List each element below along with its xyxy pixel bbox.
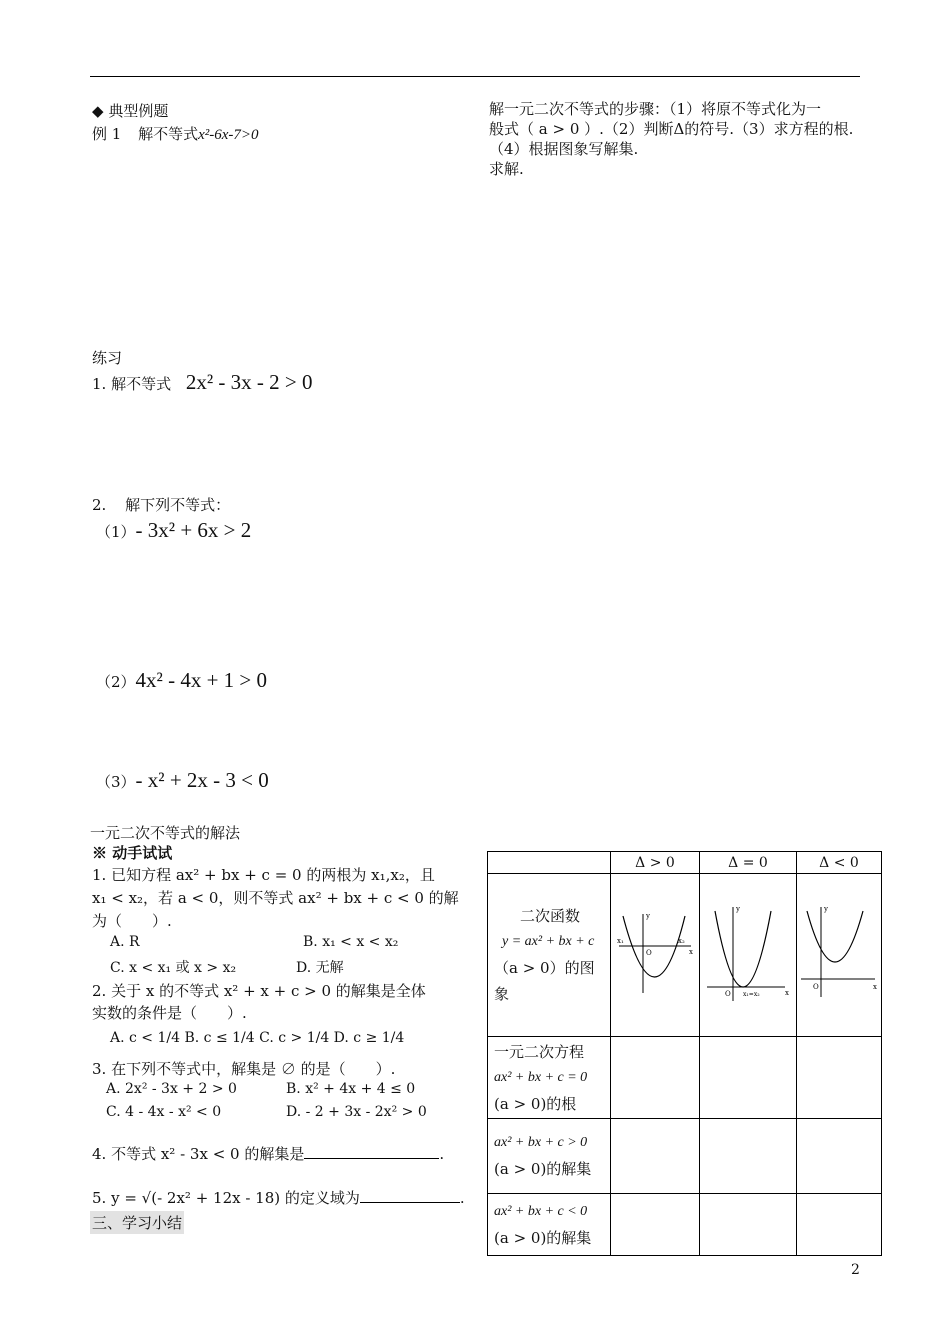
q2-line1: 2. 关于 x 的不等式 x² + x + c > 0 的解集是全体 <box>92 982 426 1000</box>
q5-answer-blank[interactable] <box>360 1188 460 1203</box>
parabola-curve <box>715 911 771 987</box>
greater-delta-zero[interactable] <box>700 1119 797 1194</box>
q1-option-b: B. x₁ < x < x₂ <box>303 934 399 950</box>
q1-line3: 为（ ）. <box>92 912 172 930</box>
svg-text:x: x <box>785 989 789 997</box>
q4-answer-blank[interactable] <box>304 1144 439 1159</box>
q2-line2: 实数的条件是（ ）. <box>92 1004 247 1022</box>
q5: 5. y = √(- 2x² + 12x - 18) 的定义域为 . <box>92 1189 465 1207</box>
page-number: 2 <box>851 1262 860 1278</box>
q1-option-a: A. R <box>110 934 140 950</box>
row-roots-label: 一元二次方程 ax² + bx + c = 0 (a > 0)的根 <box>488 1037 611 1119</box>
graph-delta-zero <box>700 874 797 1037</box>
table-row-roots <box>488 1037 882 1119</box>
roots-delta-negative[interactable] <box>797 1037 882 1119</box>
q1-option-c: C. x < x₁ 或 x > x₂ <box>110 960 237 976</box>
try-it-title: ※ 动手试试 <box>92 844 173 862</box>
graph-delta-positive <box>611 874 700 1037</box>
table-row-graph <box>488 874 882 1037</box>
q3-option-a: A. 2x² - 3x + 2 > 0 <box>106 1081 237 1097</box>
roots-delta-positive[interactable] <box>611 1037 700 1119</box>
practice-title: 练习 <box>92 349 123 367</box>
svg-text:x₁=x₂: x₁=x₂ <box>743 991 760 998</box>
practice-2-1: （1）- 3x² + 6x > 2 <box>96 518 252 542</box>
header-delta-negative: Δ < 0 <box>797 852 882 874</box>
section-title: ◆ 典型例题 <box>92 102 169 120</box>
q1-option-d: D. 无解 <box>296 960 344 976</box>
steps-line4: 求解. <box>489 160 524 178</box>
method-title: 一元二次不等式的解法 <box>90 824 241 842</box>
diamond-bullet-icon: ◆ <box>92 102 104 120</box>
svg-text:O: O <box>813 983 819 991</box>
table-row-greater <box>488 1119 882 1194</box>
parabola-one-root-graph <box>705 903 791 1003</box>
svg-text:O: O <box>725 990 731 998</box>
example-1: 例 1 解不等式x²-6x-7>0 <box>92 125 259 143</box>
q3-option-d: D. - 2 + 3x - 2x² > 0 <box>286 1104 427 1120</box>
steps-line2: 般式（ a > 0 ）.（2）判断Δ的符号.（3）求方程的根. <box>489 120 854 138</box>
solution-table <box>487 851 882 1256</box>
header-delta-positive: Δ > 0 <box>611 852 700 874</box>
practice-2: 2. 解下列不等式： <box>92 496 231 514</box>
steps-line3: （4）根据图象写解集. <box>489 140 639 158</box>
row-less-label: ax² + bx + c < 0 (a > 0)的解集 <box>488 1194 611 1256</box>
header-rule <box>90 76 860 77</box>
q3-line1: 3. 在下列不等式中，解集是 ∅ 的是（ ）. <box>92 1060 396 1078</box>
row-graph-label: 二次函数 y = ax² + bx + c （a > 0）的图 象 <box>488 874 611 1037</box>
less-delta-positive[interactable] <box>611 1194 700 1256</box>
parabola-curve <box>807 911 863 962</box>
table-corner-cell <box>488 852 611 874</box>
svg-text:y: y <box>646 912 650 920</box>
q2-options: A. c < 1/4 B. c ≤ 1/4 C. c > 1/4 D. c ≥ 1/4 <box>110 1030 405 1046</box>
q4: 4. 不等式 x² - 3x < 0 的解集是 . <box>92 1145 445 1163</box>
less-delta-zero[interactable] <box>700 1194 797 1256</box>
svg-text:y: y <box>824 905 828 913</box>
q3-option-c: C. 4 - 4x - x² < 0 <box>106 1104 222 1120</box>
svg-text:y: y <box>736 905 740 913</box>
less-delta-negative[interactable] <box>797 1194 882 1256</box>
row-greater-label: ax² + bx + c > 0 (a > 0)的解集 <box>488 1119 611 1194</box>
greater-delta-negative[interactable] <box>797 1119 882 1194</box>
parabola-no-root-graph <box>799 903 879 1003</box>
q3-option-b: B. x² + 4x + 4 ≤ 0 <box>286 1081 416 1097</box>
q1-line2: x₁ < x₂，若 a < 0，则不等式 ax² + bx + c < 0 的解 <box>92 889 459 907</box>
graph-delta-negative <box>797 874 882 1037</box>
svg-text:x₂: x₂ <box>678 937 685 945</box>
practice-2-2: （2）4x² - 4x + 1 > 0 <box>96 668 268 692</box>
summary-title: 三、学习小结 <box>90 1211 184 1234</box>
parabola-two-roots-graph <box>615 908 695 998</box>
steps-line1: 解一元二次不等式的步骤：（1）将原不等式化为一 <box>489 100 822 118</box>
svg-text:x₁: x₁ <box>617 937 624 945</box>
svg-text:O: O <box>646 949 652 957</box>
roots-delta-zero[interactable] <box>700 1037 797 1119</box>
table-header-row <box>488 852 882 874</box>
header-delta-zero: Δ = 0 <box>700 852 797 874</box>
practice-1: 1. 解不等式 2x² - 3x - 2 > 0 <box>92 370 313 394</box>
q1-line1: 1. 已知方程 ax² + bx + c = 0 的两根为 x₁,x₂，且 <box>92 866 435 884</box>
practice-2-3: （3）- x² + 2x - 3 < 0 <box>96 768 269 792</box>
table-row-less <box>488 1194 882 1256</box>
svg-text:x: x <box>689 948 693 956</box>
svg-text:x: x <box>873 983 877 991</box>
greater-delta-positive[interactable] <box>611 1119 700 1194</box>
